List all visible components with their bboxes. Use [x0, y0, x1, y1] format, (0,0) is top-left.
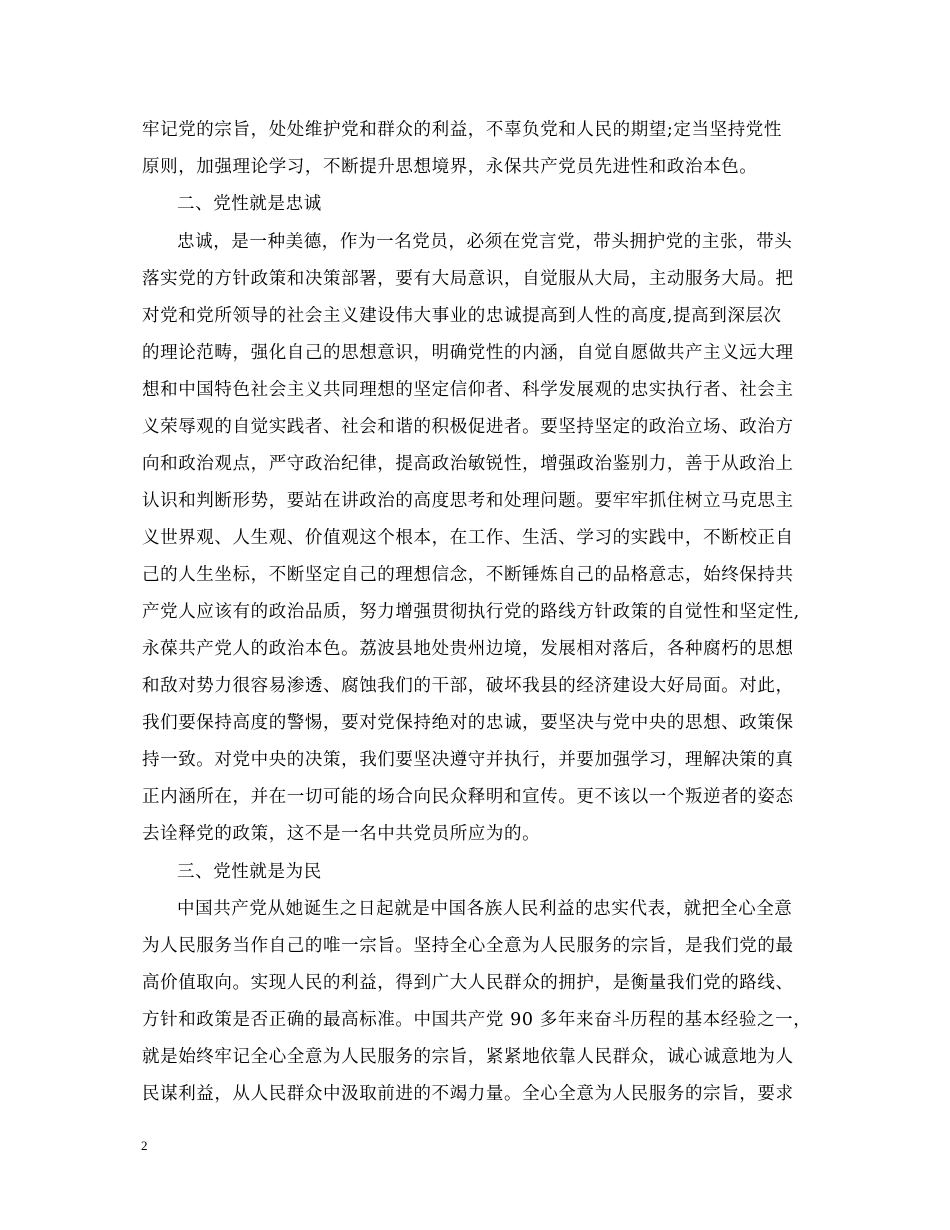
text-line: 义世界观、人生观、价值观这个根本，在工作、生活、学习的实践中，不断校正自: [142, 528, 794, 548]
text-line: 认识和判断形势，要站在讲政治的高度思考和处理问题。要牢牢抓住树立马克思主: [142, 491, 794, 511]
text-line: 民谋利益，从人民群众中汲取前进的不竭力量。全心全意为人民服务的宗旨，要求: [142, 1084, 794, 1104]
text-line: 我们要保持高度的警惕，要对党保持绝对的忠诚，要坚决与党中央的思想、政策保: [142, 713, 794, 733]
text-line: 牢记党的宗旨，处处维护党和群众的利益，不辜负党和人民的期望;定当坚持党性: [142, 120, 782, 140]
text-line: 永葆共产党人的政治本色。荔波县地处贵州边境，发展相对落后，各种腐朽的思想: [142, 639, 794, 659]
section-heading: 二、党性就是忠诚: [177, 194, 322, 214]
text-line: 产党人应该有的政治品质，努力增强贯彻执行党的路线方针政策的自觉性和坚定性,: [142, 602, 800, 622]
text-line: 为人民服务当作自己的唯一宗旨。坚持全心全意为人民服务的宗旨，是我们党的最: [142, 936, 794, 956]
text-line: 落实党的方针政策和决策部署，要有大局意识，自觉服从大局，主动服务大局。把: [142, 269, 794, 289]
text-line: 己的人生坐标，不断坚定自己的理想信念，不断锤炼自己的品格意志，始终保持共: [142, 565, 794, 585]
text-line: 向和政治观点，严守政治纪律，提高政治敏锐性，增强政治鉴别力，善于从政治上: [142, 454, 794, 474]
text-line: 对党和党所领导的社会主义建设伟大事业的忠诚提高到人性的高度,提高到深层次: [142, 306, 782, 326]
text-line: 方针和政策是否正确的最高标准。中国共产党 90 多年来奋斗历程的基本经验之一，: [142, 1010, 812, 1030]
text-line: 正内涵所在，并在一切可能的场合向民众释明和宣传。更不该以一个叛逆者的姿态: [142, 787, 794, 807]
text-line: 原则，加强理论学习，不断提升思想境界，永保共产党员先进性和政治本色。: [142, 157, 758, 177]
text-line: 和敌对势力很容易渗透、腐蚀我们的干部，破坏我县的经济建设大好局面。对此，: [142, 676, 794, 696]
text-line: 的理论范畴，强化自己的思想意识，明确党性的内涵，自觉自愿做共产主义远大理: [142, 343, 794, 363]
text-line: 就是始终牢记全心全意为人民服务的宗旨，紧紧地依靠人民群众，诚心诚意地为人: [142, 1047, 794, 1067]
text-line: 义荣辱观的自觉实践者、社会和谐的积极促进者。要坚持坚定的政治立场、政治方: [142, 417, 794, 437]
text-line: 忠诚，是一种美德，作为一名党员，必须在党言党，带头拥护党的主张，带头: [177, 232, 793, 252]
text-line: 持一致。对党中央的决策，我们要坚决遵守并执行，并要加强学习，理解决策的真: [142, 750, 794, 770]
section-heading: 三、党性就是为民: [177, 862, 322, 882]
text-line: 想和中国特色社会主义共同理想的坚定信仰者、科学发展观的忠实执行者、社会主: [142, 380, 794, 400]
text-line: 高价值取向。实现人民的利益，得到广大人民群众的拥护，是衡量我们党的路线、: [142, 973, 794, 993]
text-line: 去诠释党的政策，这不是一名中共党员所应为的。: [142, 824, 541, 844]
page-number: 2: [141, 1138, 148, 1153]
text-line: 中国共产党从她诞生之日起就是中国各族人民利益的忠实代表，就把全心全意: [177, 899, 793, 919]
